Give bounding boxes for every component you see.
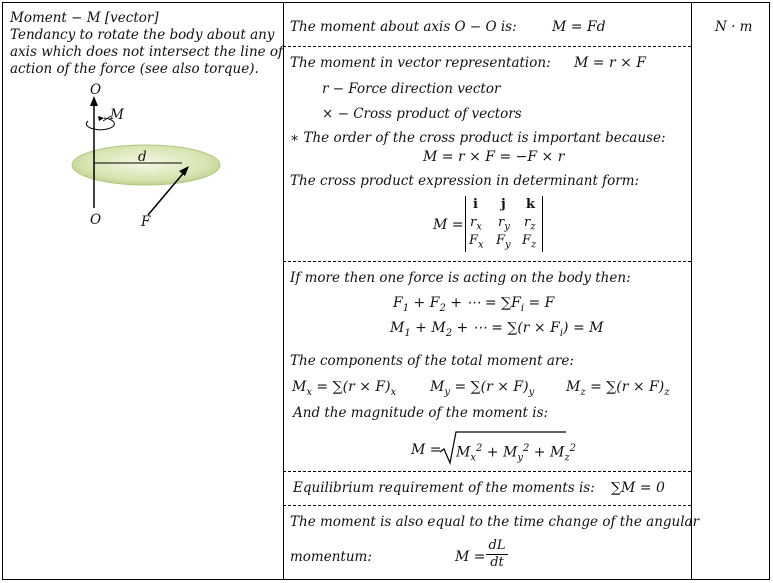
r-definition: r − Force direction vector xyxy=(322,81,501,97)
vector-formula: M = r × F xyxy=(574,55,647,71)
det-cell: $r_z$ xyxy=(524,215,536,233)
unit-label: N · m xyxy=(715,19,753,35)
moment-axis-formula: M = Fd xyxy=(552,19,606,35)
det-cell: k xyxy=(526,197,536,212)
equilibrium-formula: ∑M = 0 xyxy=(611,480,665,496)
det-cell: $F_z$ xyxy=(522,233,537,251)
fraction-numerator: dL xyxy=(486,538,508,555)
determinant-intro: The cross product expression in determinant form: xyxy=(290,173,640,189)
order-formula: M = r × F = −F × r xyxy=(423,149,565,165)
multiple-forces-intro: If more then one force is acting on the body then: xyxy=(290,270,631,286)
fraction-denominator: dt xyxy=(490,555,504,570)
determinant-matrix xyxy=(465,196,543,252)
order-note: ∗ The order of the cross product is important because: xyxy=(290,130,666,146)
column-divider xyxy=(283,2,284,580)
components-intro: The components of the total moment are: xyxy=(290,353,574,369)
magnitude-intro: And the magnitude of the moment is: xyxy=(293,405,549,421)
axis-label-bottom: O xyxy=(90,212,102,228)
section-divider xyxy=(283,471,691,472)
moment-sum-formula: $M_1 + M_2$ + ⋯ = $\sum(r \times F_i) = M$ xyxy=(390,320,604,339)
section-divider xyxy=(283,505,691,506)
cross-definition: × − Cross product of vectors xyxy=(322,106,522,122)
derivative-fraction xyxy=(486,538,508,571)
component-y-formula: $M_y = \sum(r \times F)_y$ xyxy=(430,379,535,398)
rotation-arrowhead xyxy=(98,116,104,121)
determinant-lhs: M = xyxy=(433,217,464,233)
moment-title: Moment − M [vector] xyxy=(10,10,159,26)
moment-description-line: axis which does not intersect the line of xyxy=(10,44,284,60)
magnitude-lhs: M = xyxy=(411,442,442,458)
det-cell: $F_x$ xyxy=(469,233,484,251)
det-cell: j xyxy=(501,197,506,212)
det-cell: i xyxy=(473,197,478,212)
angular-momentum-lhs: M = xyxy=(455,549,486,565)
force-sum-formula: $F_1 + F_2$ + ⋯ = $\sum F_i = F$ xyxy=(393,295,555,314)
magnitude-radicand: $M_x^2 + M_y^2 + M_z^2$ xyxy=(456,443,576,464)
section-divider xyxy=(283,261,691,262)
equilibrium-text: Equilibrium requirement of the moments is: xyxy=(293,480,595,496)
force-label: F xyxy=(141,214,151,230)
component-z-formula: $M_z = \sum(r \times F)_z$ xyxy=(566,379,670,398)
angular-momentum-text: The moment is also equal to the time change of the angular xyxy=(290,514,700,530)
moment-description-line: action of the force (see also torque). xyxy=(10,61,259,77)
det-cell: $r_y$ xyxy=(498,215,510,233)
det-cell: $F_y$ xyxy=(496,233,511,251)
distance-label: d xyxy=(138,149,147,165)
vector-representation-text: The moment in vector representation: xyxy=(290,55,551,71)
section-divider xyxy=(283,46,691,47)
moment-description-line: Tendancy to rotate the body about any xyxy=(10,27,275,43)
moment-diagram xyxy=(0,0,283,240)
column-divider xyxy=(691,2,692,580)
det-cell: $r_x$ xyxy=(470,215,482,233)
moment-axis-text: The moment about axis O − O is: xyxy=(290,19,517,35)
component-x-formula: $M_x = \sum(r \times F)_x$ xyxy=(292,379,397,398)
axis-label-top: O xyxy=(90,82,102,98)
angular-momentum-label: momentum: xyxy=(290,549,372,565)
moment-label: M xyxy=(110,107,124,123)
